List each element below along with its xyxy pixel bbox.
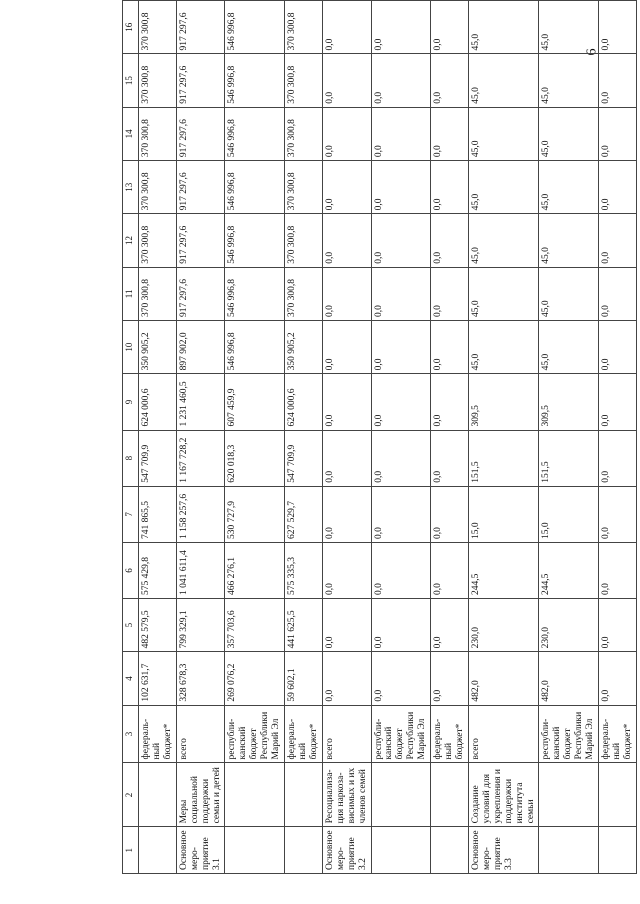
value-cell: 546 996,8 — [225, 267, 285, 320]
value-cell: 0,0 — [371, 542, 431, 598]
column-header: 15 — [123, 54, 139, 107]
activity-code-cell — [599, 827, 637, 874]
value-cell: 0,0 — [371, 599, 431, 652]
activity-name-cell — [225, 763, 285, 827]
value-cell: 45,0 — [539, 267, 599, 320]
value-cell: 482,0 — [539, 652, 599, 705]
value-cell: 0,0 — [371, 161, 431, 214]
value-cell: 547 709,9 — [285, 430, 323, 486]
value-cell: 0,0 — [599, 486, 637, 542]
value-cell: 151,5 — [468, 430, 539, 486]
activity-name-cell — [539, 763, 599, 827]
activity-code-cell: Основное меро-приятие 3.2 — [322, 827, 371, 874]
value-cell: 0,0 — [371, 1, 431, 54]
activity-code-cell — [539, 827, 599, 874]
value-cell: 0,0 — [431, 267, 469, 320]
column-header: 11 — [123, 267, 139, 320]
value-cell: 0,0 — [599, 161, 637, 214]
value-cell: 917 297,6 — [176, 161, 225, 214]
value-cell: 0,0 — [599, 374, 637, 430]
value-cell: 482,0 — [468, 652, 539, 705]
value-cell: 0,0 — [599, 542, 637, 598]
value-cell: 546 996,8 — [225, 161, 285, 214]
table-row — [225, 1, 285, 874]
value-cell: 0,0 — [431, 542, 469, 598]
value-cell: 1 158 257,6 — [176, 486, 225, 542]
activity-code-cell — [371, 827, 431, 874]
value-cell: 309,5 — [539, 374, 599, 430]
value-cell: 799 329,1 — [176, 599, 225, 652]
value-cell: 0,0 — [599, 267, 637, 320]
value-cell: 0,0 — [322, 54, 371, 107]
value-cell: 0,0 — [322, 214, 371, 267]
value-cell: 370 300,8 — [285, 161, 323, 214]
column-header: 13 — [123, 161, 139, 214]
funding-source-cell: республи-канский бюджет Республики Марий Эл — [539, 705, 599, 763]
column-header: 7 — [123, 486, 139, 542]
value-cell: 0,0 — [322, 542, 371, 598]
value-cell: 45,0 — [539, 1, 599, 54]
value-cell: 0,0 — [599, 430, 637, 486]
value-cell: 917 297,6 — [176, 54, 225, 107]
value-cell: 370 300,8 — [285, 54, 323, 107]
value-cell: 350 905,2 — [139, 321, 177, 374]
funding-source-cell: федераль-ный бюджет* — [599, 705, 637, 763]
value-cell: 0,0 — [599, 107, 637, 160]
value-cell: 0,0 — [322, 161, 371, 214]
value-cell: 45,0 — [539, 321, 599, 374]
funding-source-cell: федераль-ный бюджет* — [285, 705, 323, 763]
value-cell: 151,5 — [539, 430, 599, 486]
activity-code-cell: Основное меро-приятие 3.3 — [468, 827, 539, 874]
value-cell: 546 996,8 — [225, 321, 285, 374]
value-cell: 546 996,8 — [225, 107, 285, 160]
table-row — [539, 1, 599, 874]
value-cell: 45,0 — [539, 161, 599, 214]
value-cell: 0,0 — [431, 1, 469, 54]
activity-name-cell — [431, 763, 469, 827]
value-cell: 0,0 — [431, 374, 469, 430]
table-row — [139, 1, 177, 874]
value-cell: 230,0 — [468, 599, 539, 652]
value-cell: 0,0 — [431, 54, 469, 107]
value-cell: 575 429,8 — [139, 542, 177, 598]
column-header: 12 — [123, 214, 139, 267]
value-cell: 0,0 — [431, 599, 469, 652]
activity-code-cell: Основное меро-приятие 3.1 — [176, 827, 225, 874]
value-cell: 0,0 — [371, 54, 431, 107]
value-cell: 0,0 — [371, 214, 431, 267]
activity-code-cell — [431, 827, 469, 874]
value-cell: 530 727,9 — [225, 486, 285, 542]
column-header: 9 — [123, 374, 139, 430]
value-cell: 0,0 — [431, 430, 469, 486]
funding-source-cell: всего — [468, 705, 539, 763]
value-cell: 620 018,3 — [225, 430, 285, 486]
value-cell: 370 300,8 — [139, 214, 177, 267]
activity-name-cell — [371, 763, 431, 827]
value-cell: 0,0 — [371, 486, 431, 542]
value-cell: 0,0 — [599, 214, 637, 267]
value-cell: 102 631,7 — [139, 652, 177, 705]
table-row — [371, 1, 431, 874]
value-cell: 45,0 — [539, 54, 599, 107]
value-cell: 0,0 — [599, 54, 637, 107]
value-cell: 370 300,8 — [285, 1, 323, 54]
value-cell: 370 300,8 — [139, 54, 177, 107]
value-cell: 0,0 — [371, 374, 431, 430]
column-header: 8 — [123, 430, 139, 486]
value-cell: 0,0 — [322, 652, 371, 705]
column-header: 10 — [123, 321, 139, 374]
value-cell: 0,0 — [371, 107, 431, 160]
value-cell: 309,5 — [468, 374, 539, 430]
value-cell: 0,0 — [599, 1, 637, 54]
value-cell: 1 041 611,4 — [176, 542, 225, 598]
value-cell: 45,0 — [468, 54, 539, 107]
value-cell: 45,0 — [468, 214, 539, 267]
value-cell: 546 996,8 — [225, 54, 285, 107]
value-cell: 350 905,2 — [285, 321, 323, 374]
value-cell: 370 300,8 — [139, 161, 177, 214]
value-cell: 45,0 — [468, 321, 539, 374]
value-cell: 917 297,6 — [176, 214, 225, 267]
value-cell: 482 579,5 — [139, 599, 177, 652]
value-cell: 624 000,6 — [285, 374, 323, 430]
value-cell: 15,0 — [539, 486, 599, 542]
value-cell: 897 902,0 — [176, 321, 225, 374]
budget-table — [122, 0, 637, 874]
value-cell: 0,0 — [599, 599, 637, 652]
activity-name-cell: Создание условий для укрепления и поддержки института семьи — [468, 763, 539, 827]
value-cell: 45,0 — [539, 107, 599, 160]
value-cell: 0,0 — [431, 321, 469, 374]
value-cell: 328 678,3 — [176, 652, 225, 705]
value-cell: 917 297,6 — [176, 1, 225, 54]
value-cell: 0,0 — [322, 374, 371, 430]
activity-code-cell — [285, 827, 323, 874]
value-cell: 575 335,3 — [285, 542, 323, 598]
value-cell: 547 709,9 — [139, 430, 177, 486]
value-cell: 269 076,2 — [225, 652, 285, 705]
activity-code-cell — [139, 827, 177, 874]
value-cell: 45,0 — [468, 267, 539, 320]
activity-name-cell: Меры социальной поддержки семьи и детей — [176, 763, 225, 827]
column-header: 16 — [123, 1, 139, 54]
value-cell: 0,0 — [431, 161, 469, 214]
value-cell: 0,0 — [322, 430, 371, 486]
column-header: 1 — [123, 827, 139, 874]
value-cell: 0,0 — [371, 652, 431, 705]
header-row — [123, 1, 139, 874]
value-cell: 0,0 — [322, 107, 371, 160]
column-header: 14 — [123, 107, 139, 160]
value-cell: 546 996,8 — [225, 214, 285, 267]
column-header: 3 — [123, 705, 139, 763]
value-cell: 624 000,6 — [139, 374, 177, 430]
value-cell: 370 300,8 — [139, 1, 177, 54]
column-header: 4 — [123, 652, 139, 705]
funding-source-cell: федераль-ный бюджет* — [139, 705, 177, 763]
value-cell: 0,0 — [431, 486, 469, 542]
activity-name-cell: Ресоциализа-ция наркоза-висимых и их членов семей — [322, 763, 371, 827]
value-cell: 45,0 — [539, 214, 599, 267]
value-cell: 370 300,8 — [139, 107, 177, 160]
value-cell: 0,0 — [431, 652, 469, 705]
value-cell: 466 276,1 — [225, 542, 285, 598]
value-cell: 45,0 — [468, 107, 539, 160]
table-row — [468, 1, 539, 874]
value-cell: 607 459,9 — [225, 374, 285, 430]
value-cell: 0,0 — [371, 321, 431, 374]
value-cell: 917 297,6 — [176, 107, 225, 160]
value-cell: 0,0 — [431, 107, 469, 160]
page-number: 6 — [584, 48, 600, 56]
activity-name-cell — [599, 763, 637, 827]
value-cell: 244,5 — [539, 542, 599, 598]
funding-source-cell: республи-канский бюджет Республики Марий Эл — [225, 705, 285, 763]
value-cell: 15,0 — [468, 486, 539, 542]
table-row — [431, 1, 469, 874]
value-cell: 357 703,6 — [225, 599, 285, 652]
table-row — [176, 1, 225, 874]
value-cell: 370 300,8 — [285, 107, 323, 160]
value-cell: 627 529,7 — [285, 486, 323, 542]
value-cell: 45,0 — [468, 161, 539, 214]
value-cell: 441 625,5 — [285, 599, 323, 652]
value-cell: 546 996,8 — [225, 1, 285, 54]
table-row — [322, 1, 371, 874]
column-header: 6 — [123, 542, 139, 598]
value-cell: 0,0 — [322, 486, 371, 542]
value-cell: 244,5 — [468, 542, 539, 598]
value-cell: 0,0 — [322, 599, 371, 652]
value-cell: 0,0 — [371, 430, 431, 486]
funding-source-cell: республи-канский бюджет Республики Марий Эл — [371, 705, 431, 763]
value-cell: 1 231 460,5 — [176, 374, 225, 430]
value-cell: 230,0 — [539, 599, 599, 652]
value-cell: 0,0 — [322, 1, 371, 54]
column-header: 2 — [123, 763, 139, 827]
value-cell: 45,0 — [468, 1, 539, 54]
value-cell: 370 300,8 — [285, 214, 323, 267]
column-header: 5 — [123, 599, 139, 652]
activity-code-cell — [225, 827, 285, 874]
value-cell: 0,0 — [599, 652, 637, 705]
activity-name-cell — [285, 763, 323, 827]
value-cell: 370 300,8 — [139, 267, 177, 320]
value-cell: 0,0 — [322, 267, 371, 320]
value-cell: 917 297,6 — [176, 267, 225, 320]
value-cell: 0,0 — [599, 321, 637, 374]
value-cell: 59 602,1 — [285, 652, 323, 705]
value-cell: 741 865,5 — [139, 486, 177, 542]
value-cell: 1 167 728,2 — [176, 430, 225, 486]
value-cell: 0,0 — [431, 214, 469, 267]
value-cell: 370 300,8 — [285, 267, 323, 320]
funding-source-cell: всего — [322, 705, 371, 763]
table-body — [139, 1, 637, 874]
activity-name-cell — [139, 763, 177, 827]
value-cell: 0,0 — [322, 321, 371, 374]
funding-source-cell: федераль-ный бюджет* — [431, 705, 469, 763]
value-cell: 0,0 — [371, 267, 431, 320]
funding-source-cell: всего — [176, 705, 225, 763]
table-row — [285, 1, 323, 874]
table-row — [599, 1, 637, 874]
